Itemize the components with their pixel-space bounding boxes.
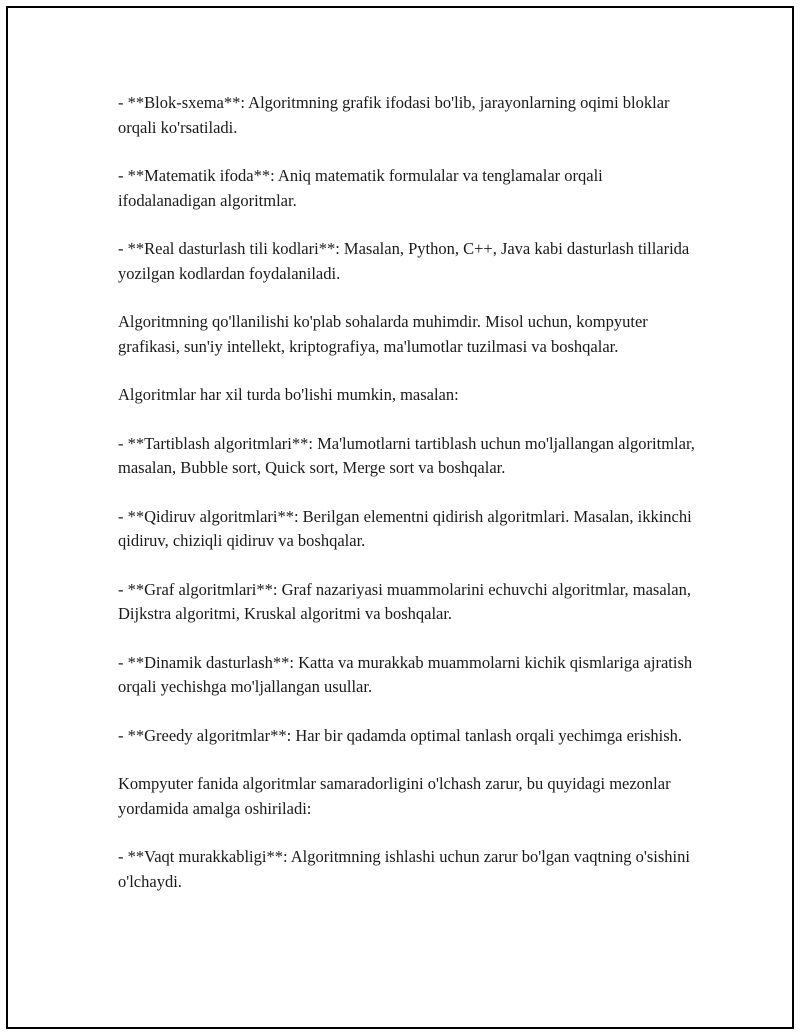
list-item-dinamik: - **Dinamik dasturlash**: Katta va murakkab muammolarni kichik qismlariga ajratish orqali yechishga mo'ljallangan usullar. [118,652,693,696]
list-item-tartiblash: - **Tartiblash algoritmlari**: Ma'lumotlarni tartiblash uchun mo'ljallangan algoritmlar, masalan, Bubble sort, Quick sort, Merge sort va boshqalar. [118,433,695,477]
paragraph-qollanilishi: Algoritmning qo'llanilishi ko'plab sohalarda muhimdir. Misol uchun, kompyuter grafikasi, sun'iy intellekt, kriptografiya, ma'lumotlar tuzilmasi va boshqalar. [118,312,648,356]
paragraph-turlari: Algoritmlar har xil turda bo'lishi mumkin, masalan: [118,385,459,404]
list-item-matematik-ifoda: - **Matematik ifoda**: Aniq matematik formulalar va tenglamalar orqali ifodalanadigan algoritmlar. [118,166,603,210]
list-item-vaqt-murakkabligi: - **Vaqt murakkabligi**: Algoritmning ishlashi uchun zarur bo'lgan vaqtning o'sishini o'lchaydi. [118,847,690,891]
list-item-greedy: - **Greedy algoritmlar**: Har bir qadamda optimal tanlash orqali yechimga erishish. [118,725,683,745]
list-item-real-dasturlash: - **Real dasturlash tili kodlari**: Masalan, Python, C++, Java kabi dasturlash tillarida yozilgan kodlardan foydalaniladi. [118,239,690,283]
document-body [118,91,698,918]
list-item-graf: - **Graf algoritmlari**: Graf nazariyasi muammolarini echuvchi algoritmlar, masalan, Dijkstra algoritmi, Kruskal algoritmi va boshqalar. [118,579,691,623]
paragraph-samaradorlik: Kompyuter fanida algoritmlar samaradorligini o'lchash zarur, bu quyidagi mezonlar yordamida amalga oshiriladi: [118,774,671,818]
list-item-qidiruv: - **Qidiruv algoritmlari**: Berilgan elementni qidirish algoritmlari. Masalan, ikkinchi qidiruv, chiziqli qidiruv va boshqalar. [118,506,692,550]
list-item-blok-sxema: - **Blok-sxema**: Algoritmning grafik ifodasi bo'lib, jarayonlarning oqimi bloklar orqali ko'rsatiladi. [118,93,670,137]
